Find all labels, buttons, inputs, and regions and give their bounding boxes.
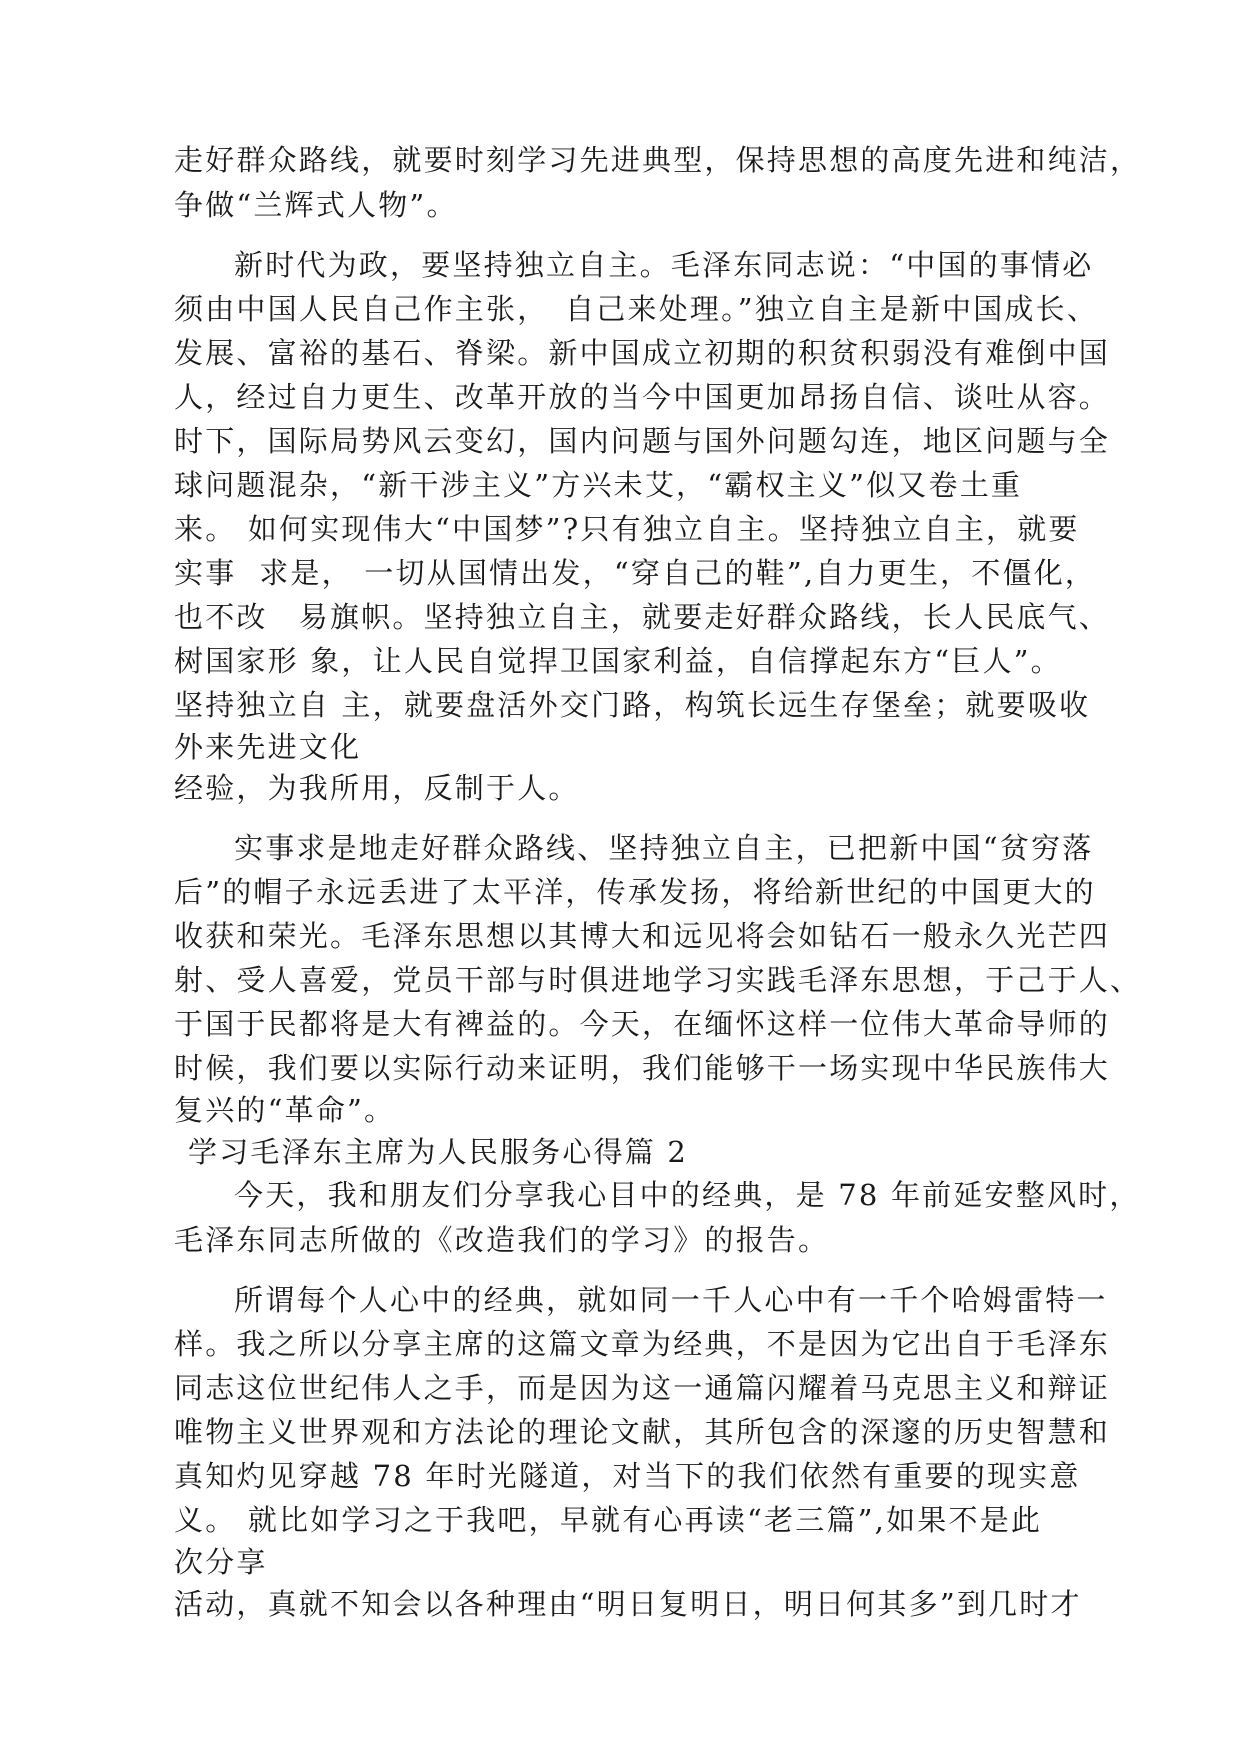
text-line: 次分享 — [174, 1545, 268, 1579]
text-line: 真知灼见穿越 78 年时光隧道，对当下的我们依然有重要的现实意 — [174, 1459, 1081, 1493]
section-heading: 学习毛泽东主席为人民服务心得篇 2 — [188, 1135, 689, 1169]
text-line: 复兴的“革命”。 — [174, 1093, 396, 1127]
text-line: 唯物主义世界观和方法论的理论文献，其所包含的深邃的历史智慧和 — [174, 1415, 1111, 1449]
paragraph-first-line: 实事求是地走好群众路线、坚持独立自主，已把新中国“贫穷落 — [234, 831, 1094, 865]
text-line: 于国于民都将是大有裨益的。今天，在缅怀这样一位伟大革命导师的 — [174, 1007, 1111, 1041]
text-line: 活动，真就不知会以各种理由“明日复明日，明日何其多”到几时才 — [174, 1587, 1082, 1621]
text-line: 时下，国际局势风云变幻，国内问题与国外问题勾连，地区问题与全 — [174, 424, 1111, 458]
text-line: 后”的帽子永远丢进了太平洋，传承发扬，将给新世纪的中国更大的 — [174, 875, 1096, 909]
text-line: 经验，为我所用，反制于人。 — [174, 771, 580, 805]
text-line: 毛泽东同志所做的《改造我们的学习》的报告。 — [174, 1223, 830, 1257]
text-line: 射、受人喜爱，党员干部与时俱进地学习实践毛泽东思想，于己于人、 — [174, 963, 1142, 997]
paragraph-first-line: 所谓每个人心中的经典，就如同一千人心中有一千个哈姆雷特一 — [234, 1283, 1108, 1317]
text-line: 样。我之所以分享主席的这篇文章为经典，不是因为它出自于毛泽东 — [174, 1327, 1111, 1361]
text-line: 坚持独立自 主，就要盘活外交门路，构筑长远生存堡垒；就要吸收 — [174, 688, 1091, 722]
text-line: 外来先进文化 — [174, 730, 362, 764]
text-line: 须由中国人民自己作主张， 自己来处理。”独立自主是新中国成长、 — [174, 292, 1099, 326]
paragraph-first-line: 今天，我和朋友们分享我心目中的经典，是 78 年前延安整风时， — [234, 1178, 1141, 1212]
text-line: 实事 求是， 一切从国情出发，“穿自己的鞋”,自力更生，不僵化， — [174, 556, 1097, 590]
text-line: 时候，我们要以实际行动来证明，我们能够干一场实现中华民族伟大 — [174, 1051, 1111, 1085]
text-line: 同志这位世纪伟人之手，而是因为这一通篇闪耀着马克思主义和辩证 — [174, 1371, 1111, 1405]
text-line: 收获和荣光。毛泽东思想以其博大和远见将会如钻石一般永久光芒四 — [174, 919, 1111, 953]
text-line: 走好群众路线，就要时刻学习先进典型，保持思想的高度先进和纯洁， — [174, 143, 1142, 177]
text-line: 义。 就比如学习之于我吧，早就有心再读“老三篇”,如果不是此 — [174, 1503, 1043, 1537]
text-line: 球问题混杂，“新干涉主义”方兴未艾，“霸权主义”似又卷土重 — [174, 468, 1023, 502]
paragraph-first-line: 新时代为政，要坚持独立自主。毛泽东同志说：“中国的事情必 — [234, 248, 1094, 282]
text-line: 人，经过自力更生、改革开放的当今中国更加昂扬自信、谈吐从容。 — [174, 380, 1111, 414]
text-line: 发展、富裕的基石、脊梁。新中国成立初期的积贫积弱没有难倒中国 — [174, 336, 1111, 370]
text-line: 来。 如何实现伟大“中国梦”?只有独立自主。坚持独立自主，就要 — [174, 512, 1080, 546]
text-line: 树国家形 象，让人民自觉捍卫国家利益，自信撑起东方“巨人”。 — [174, 644, 1062, 678]
text-line: 也不改 易旗帜。坚持独立自主，就要走好群众路线，长人民底气、 — [174, 600, 1111, 634]
text-line: 争做“兰辉式人物”。 — [174, 188, 458, 222]
